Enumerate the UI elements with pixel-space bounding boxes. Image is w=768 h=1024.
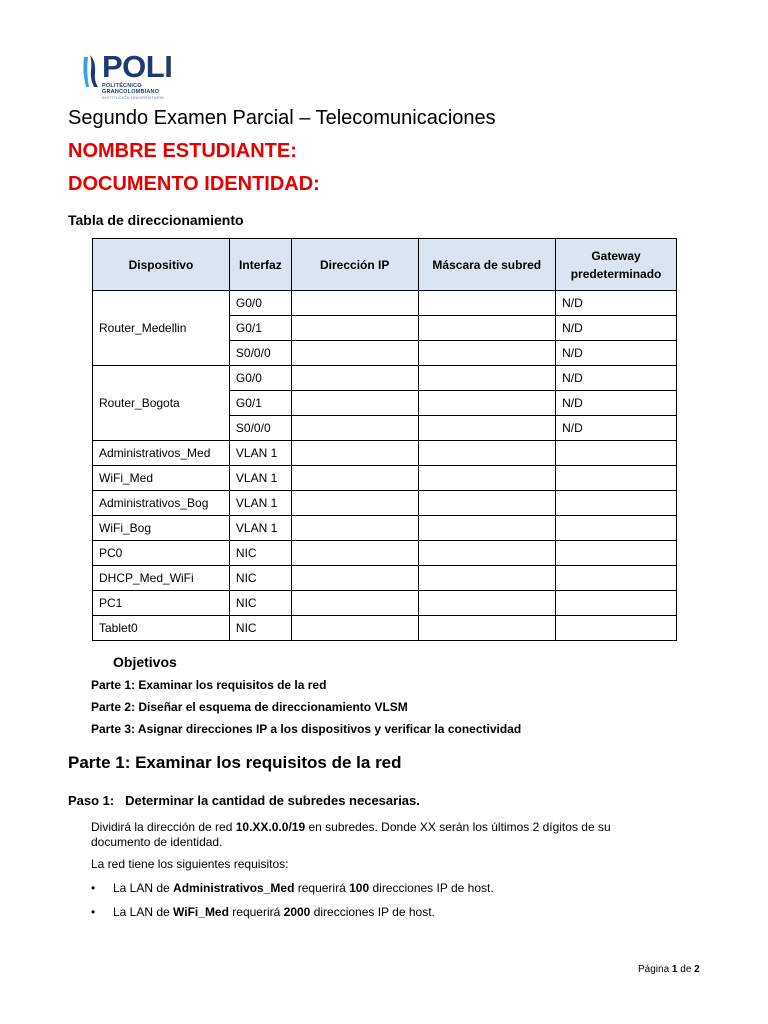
device-cell: Router_Bogota xyxy=(93,366,230,441)
table-title: Tabla de direccionamiento xyxy=(68,212,244,228)
device-cell: Router_Medellin xyxy=(93,291,230,366)
mask-cell xyxy=(418,566,556,591)
gateway-cell: N/D xyxy=(556,316,677,341)
table-row xyxy=(93,616,677,641)
table-header-row xyxy=(93,239,677,291)
gateway-cell: N/D xyxy=(556,366,677,391)
table-row xyxy=(93,491,677,516)
interface-cell: VLAN 1 xyxy=(229,491,291,516)
table-row xyxy=(93,466,677,491)
bullet-icon: • xyxy=(91,881,96,895)
col-header-mask: Máscara de subred xyxy=(418,239,556,291)
gateway-cell: N/D xyxy=(556,291,677,316)
poli-logo-mark xyxy=(80,51,102,101)
interface-cell: NIC xyxy=(229,566,291,591)
device-cell: Administrativos_Bog xyxy=(93,491,230,516)
gateway-cell xyxy=(556,441,677,466)
ip-cell xyxy=(291,541,418,566)
page-number: Página 1 de 2 xyxy=(638,964,700,975)
objective-item: Parte 1: Examinar los requisitos de la red xyxy=(91,678,327,692)
document-id-label: DOCUMENTO IDENTIDAD: xyxy=(68,173,320,195)
addressing-table xyxy=(92,238,677,641)
interface-cell: VLAN 1 xyxy=(229,441,291,466)
list-item: • La LAN de WiFi_Med requerirá 2000 direcciones IP de host. xyxy=(91,905,435,919)
document-title: Segundo Examen Parcial – Telecomunicaciones xyxy=(68,107,496,129)
gateway-cell xyxy=(556,616,677,641)
ip-cell xyxy=(291,416,418,441)
gateway-cell xyxy=(556,516,677,541)
table-row xyxy=(93,541,677,566)
objective-item: Parte 2: Diseñar el esquema de direccionamiento VLSM xyxy=(91,700,408,714)
interface-cell: G0/1 xyxy=(229,391,291,416)
ip-cell xyxy=(291,516,418,541)
student-name-label: NOMBRE ESTUDIANTE: xyxy=(68,140,297,162)
interface-cell: VLAN 1 xyxy=(229,516,291,541)
step1-heading: Paso 1: Determinar la cantidad de subredes necesarias. xyxy=(68,793,420,808)
interface-cell: S0/0/0 xyxy=(229,416,291,441)
ip-cell xyxy=(291,366,418,391)
table-row xyxy=(93,366,677,391)
requirements-list xyxy=(91,880,494,928)
interface-cell: NIC xyxy=(229,591,291,616)
mask-cell xyxy=(418,516,556,541)
device-cell: PC0 xyxy=(93,541,230,566)
mask-cell xyxy=(418,391,556,416)
interface-cell: NIC xyxy=(229,541,291,566)
interface-cell: G0/1 xyxy=(229,316,291,341)
bullet-icon: • xyxy=(91,905,96,919)
ip-cell xyxy=(291,566,418,591)
objectives-list xyxy=(91,677,521,743)
mask-cell xyxy=(418,466,556,491)
ip-cell xyxy=(291,391,418,416)
ip-cell xyxy=(291,491,418,516)
objectives-heading: Objetivos xyxy=(113,654,177,670)
gateway-cell: N/D xyxy=(556,341,677,366)
gateway-cell: N/D xyxy=(556,416,677,441)
part1-heading: Parte 1: Examinar los requisitos de la red xyxy=(68,753,402,772)
col-header-interface: Interfaz xyxy=(229,239,291,291)
gateway-cell xyxy=(556,541,677,566)
interface-cell: S0/0/0 xyxy=(229,341,291,366)
ip-cell xyxy=(291,591,418,616)
ip-cell xyxy=(291,441,418,466)
col-header-ip: Dirección IP xyxy=(291,239,418,291)
device-cell: Tablet0 xyxy=(93,616,230,641)
mask-cell xyxy=(418,441,556,466)
mask-cell xyxy=(418,416,556,441)
mask-cell xyxy=(418,366,556,391)
device-cell: WiFi_Med xyxy=(93,466,230,491)
interface-cell: G0/0 xyxy=(229,291,291,316)
col-header-gateway: Gateway predeterminado xyxy=(556,239,677,291)
objective-item: Parte 3: Asignar direcciones IP a los dispositivos y verificar la conectividad xyxy=(91,722,522,736)
gateway-cell xyxy=(556,566,677,591)
gateway-cell: N/D xyxy=(556,391,677,416)
table-row xyxy=(93,591,677,616)
poli-logo xyxy=(80,47,180,103)
ip-cell xyxy=(291,616,418,641)
ip-cell xyxy=(291,466,418,491)
ip-cell xyxy=(291,291,418,316)
logo-subtitle: POLITÉCNICO GRANCOLOMBIANO INSTITUCIÓN UNIVERSITARIA xyxy=(102,83,165,100)
device-cell: Administrativos_Med xyxy=(93,441,230,466)
table-row xyxy=(93,566,677,591)
device-cell: PC1 xyxy=(93,591,230,616)
ip-cell xyxy=(291,341,418,366)
device-cell: DHCP_Med_WiFi xyxy=(93,566,230,591)
table-row xyxy=(93,291,677,316)
table-row xyxy=(93,516,677,541)
mask-cell xyxy=(418,291,556,316)
interface-cell: NIC xyxy=(229,616,291,641)
gateway-cell xyxy=(556,491,677,516)
logo-wordmark: POLI xyxy=(102,49,173,84)
network-address-paragraph: Dividirá la dirección de red 10.XX.0.0/19 en subredes. Donde XX serán los últimos 2 dígitos de su documento de identidad. xyxy=(91,820,611,849)
mask-cell xyxy=(418,591,556,616)
mask-cell xyxy=(418,341,556,366)
col-header-device: Dispositivo xyxy=(93,239,230,291)
mask-cell xyxy=(418,541,556,566)
gateway-cell xyxy=(556,466,677,491)
interface-cell: G0/0 xyxy=(229,366,291,391)
gateway-cell xyxy=(556,591,677,616)
table-row xyxy=(93,441,677,466)
mask-cell xyxy=(418,616,556,641)
interface-cell: VLAN 1 xyxy=(229,466,291,491)
device-cell: WiFi_Bog xyxy=(93,516,230,541)
mask-cell xyxy=(418,491,556,516)
requirements-intro: La red tiene los siguientes requisitos: xyxy=(91,857,289,871)
network-address: 10.XX.0.0/19 xyxy=(235,820,306,834)
ip-cell xyxy=(291,316,418,341)
mask-cell xyxy=(418,316,556,341)
list-item: • La LAN de Administrativos_Med requerirá 100 direcciones IP de host. xyxy=(91,881,494,895)
